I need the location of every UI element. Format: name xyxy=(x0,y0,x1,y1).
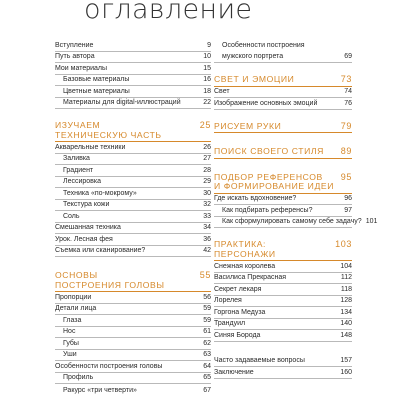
toc-item-label: Снежная королева xyxy=(214,262,276,270)
toc-item[interactable] xyxy=(55,154,211,166)
toc-item-label: Нос xyxy=(63,328,76,335)
toc-item-label: Вступление xyxy=(55,41,94,49)
toc-item-page: 42 xyxy=(203,247,211,254)
toc-item-label: Трандуил xyxy=(214,320,246,327)
toc-item[interactable] xyxy=(55,52,211,64)
toc-item-label: Василиса Прекрасная xyxy=(214,274,287,281)
toc-item-page: 148 xyxy=(340,331,352,339)
toc-item-page: 22 xyxy=(203,99,211,106)
toc-item[interactable] xyxy=(214,284,352,296)
toc-item[interactable] xyxy=(55,63,211,75)
toc-item[interactable] xyxy=(214,40,352,63)
toc-item-page: 64 xyxy=(203,362,211,370)
toc-item-label: Особенности построения мужского портрета xyxy=(222,42,305,60)
toc-item-label: Мои материалы xyxy=(55,64,108,72)
toc-section-heading[interactable] xyxy=(214,240,352,261)
toc-item-page: 15 xyxy=(203,64,211,72)
toc-item-label: Текстура кожи xyxy=(63,201,110,208)
toc-item-label: Акварельные техники xyxy=(55,143,126,151)
toc-item-page: 34 xyxy=(203,224,211,231)
toc-item-page: 30 xyxy=(203,189,211,197)
toc-item-label: Путь автора xyxy=(55,53,95,60)
toc-item-label: Глаза xyxy=(63,316,82,324)
toc-item-label: Детали лица xyxy=(55,305,97,312)
toc-item[interactable] xyxy=(55,292,211,304)
toc-item[interactable] xyxy=(214,307,352,319)
toc-item-page: 28 xyxy=(203,166,211,174)
toc-item-label: Ракурс «три четверти» xyxy=(63,386,137,394)
toc-item-page: 26 xyxy=(203,143,211,151)
toc-item[interactable] xyxy=(214,87,352,99)
toc-item-label: Заключение xyxy=(214,368,254,376)
toc-left-column xyxy=(55,40,211,396)
section-title: ОСНОВЫ ПОСТРОЕНИЯ ГОЛОВЫ xyxy=(55,270,165,290)
toc-item[interactable] xyxy=(214,330,352,342)
toc-item-label: Цветные материалы xyxy=(63,87,130,95)
toc-item-page: 10 xyxy=(203,53,211,60)
toc-section-heading[interactable] xyxy=(214,122,352,134)
toc-item[interactable] xyxy=(55,338,211,350)
section-page: 89 xyxy=(340,146,352,156)
toc-item-label: Заливка xyxy=(63,155,90,162)
toc-item-label: Где искать вдохновение? xyxy=(214,195,297,202)
toc-item-label: Съемка или сканирование? xyxy=(55,247,146,254)
toc-item-page: 59 xyxy=(203,305,211,312)
toc-item[interactable] xyxy=(55,223,211,235)
toc-item-label: Уши xyxy=(63,351,77,358)
toc-item-page: 101 xyxy=(365,218,378,225)
toc-item-label: Профиль xyxy=(63,374,94,381)
toc-item-page: 104 xyxy=(340,262,352,270)
toc-item-label: Часто задаваемые вопросы xyxy=(214,357,305,364)
toc-item-label: Свет xyxy=(214,88,230,95)
toc-item[interactable] xyxy=(214,205,352,217)
section-title: ИЗУЧАЕМ ТЕХНИЧЕСКУЮ ЧАСТЬ xyxy=(55,120,162,140)
toc-item[interactable] xyxy=(55,246,211,258)
toc-item[interactable] xyxy=(55,211,211,223)
toc-item-page: 61 xyxy=(203,328,211,335)
toc-item[interactable] xyxy=(55,142,211,154)
toc-item-label: Техника «по-мокрому» xyxy=(63,189,137,197)
toc-item[interactable] xyxy=(55,234,211,246)
toc-item-label: Секрет лекаря xyxy=(214,285,262,293)
toc-item-label: Урок. Лесная фея xyxy=(55,235,113,243)
toc-item-page: 74 xyxy=(344,88,352,95)
toc-item[interactable] xyxy=(55,98,211,110)
toc-item-label: Губы xyxy=(63,339,79,347)
toc-item-page: 160 xyxy=(340,368,352,376)
toc-item-page: 134 xyxy=(340,308,352,316)
toc-item-page: 76 xyxy=(344,99,352,107)
toc-item[interactable] xyxy=(55,315,211,327)
toc-item[interactable] xyxy=(214,367,352,379)
toc-item-label: Пропорции xyxy=(55,293,92,301)
section-title: РИСУЕМ РУКИ xyxy=(214,120,282,131)
toc-item-label: Лорелея xyxy=(214,297,242,304)
toc-item-label: Особенности построения головы xyxy=(55,362,163,370)
toc-item[interactable] xyxy=(55,373,211,385)
toc-item[interactable] xyxy=(214,273,352,285)
toc-item-page: 157 xyxy=(340,357,352,364)
toc-item-page: 65 xyxy=(203,374,211,381)
toc-item[interactable] xyxy=(55,327,211,339)
toc-item[interactable] xyxy=(55,86,211,98)
toc-item-page: 32 xyxy=(203,201,211,208)
toc-item[interactable] xyxy=(214,296,352,308)
toc-item-label: Соль xyxy=(63,212,80,220)
toc-section-heading[interactable] xyxy=(214,75,352,87)
section-page: 103 xyxy=(335,239,352,249)
toc-item-page: 69 xyxy=(344,53,352,60)
toc-item[interactable] xyxy=(214,217,378,229)
toc-item-label: Как сформулировать самому себе задачу? xyxy=(222,218,362,225)
section-page: 95 xyxy=(340,171,352,182)
toc-item[interactable] xyxy=(214,194,352,206)
toc-item-page: 59 xyxy=(203,316,211,324)
toc-section-heading[interactable] xyxy=(214,173,352,194)
toc-item-page: 29 xyxy=(203,178,211,185)
toc-item-label: Базовые материалы xyxy=(63,76,130,83)
toc-item-label: Градиент xyxy=(63,166,94,174)
toc-item-label: Лессировка xyxy=(63,178,102,185)
toc-item-label: Материалы для digital-иллюстраций xyxy=(63,99,181,106)
toc-item[interactable] xyxy=(55,40,211,52)
toc-item-page: 96 xyxy=(344,195,352,202)
toc-item-page: 128 xyxy=(340,297,352,304)
toc-item[interactable] xyxy=(214,261,352,273)
toc-item-page: 112 xyxy=(340,274,352,281)
toc-item[interactable] xyxy=(55,188,211,200)
page-title: оглавление xyxy=(84,0,253,25)
toc-section-heading[interactable] xyxy=(55,271,211,292)
toc-item[interactable] xyxy=(55,350,211,362)
section-page: 79 xyxy=(340,120,352,131)
toc-item-page: 27 xyxy=(203,155,211,162)
toc-item-label: Смешанная техника xyxy=(55,224,121,231)
toc-item-label: Как подбирать референсы? xyxy=(222,206,313,214)
toc-item[interactable] xyxy=(55,384,211,396)
toc-item[interactable] xyxy=(55,304,211,316)
toc-item-page: 18 xyxy=(203,87,211,95)
toc-item[interactable] xyxy=(214,319,352,331)
toc-item-page: 36 xyxy=(203,235,211,243)
toc-item[interactable] xyxy=(55,177,211,189)
toc-item-page: 63 xyxy=(203,351,211,358)
toc-item-page: 140 xyxy=(340,320,352,327)
section-page: 55 xyxy=(199,270,211,280)
toc-item-page: 56 xyxy=(203,293,211,301)
toc-item-page: 62 xyxy=(203,339,211,347)
toc-item-page: 97 xyxy=(344,206,352,214)
toc-item[interactable] xyxy=(55,165,211,177)
toc-item[interactable] xyxy=(214,98,352,110)
toc-item-page: 16 xyxy=(203,76,211,83)
section-page: 73 xyxy=(340,74,352,84)
toc-item[interactable] xyxy=(55,200,211,212)
toc-item-page: 118 xyxy=(340,285,352,293)
toc-section-heading[interactable] xyxy=(55,121,211,142)
toc-item[interactable] xyxy=(214,356,352,368)
toc-item-label: Синяя Борода xyxy=(214,331,261,339)
section-title: СВЕТ И ЭМОЦИИ xyxy=(214,74,295,84)
toc-item[interactable] xyxy=(55,361,211,373)
toc-item-label: Изображение основных эмоций xyxy=(214,99,318,107)
toc-item-page: 33 xyxy=(203,212,211,220)
section-title: ПРАКТИКА: ПЕРСОНАЖИ xyxy=(214,239,276,259)
section-title: ПОИСК СВОЕГО СТИЛЯ xyxy=(214,146,324,156)
toc-right-column xyxy=(214,40,378,379)
toc-item-page: 9 xyxy=(207,41,211,49)
section-page: 25 xyxy=(199,120,211,130)
toc-item-page: 67 xyxy=(203,386,211,394)
toc-item-label: Горгона Медуза xyxy=(214,308,266,316)
toc-section-heading[interactable] xyxy=(214,147,352,159)
toc-item[interactable] xyxy=(55,75,211,87)
section-title: ПОДБОР РЕФЕРЕНСОВ И ФОРМИРОВАНИЕ ИДЕИ xyxy=(214,171,334,191)
